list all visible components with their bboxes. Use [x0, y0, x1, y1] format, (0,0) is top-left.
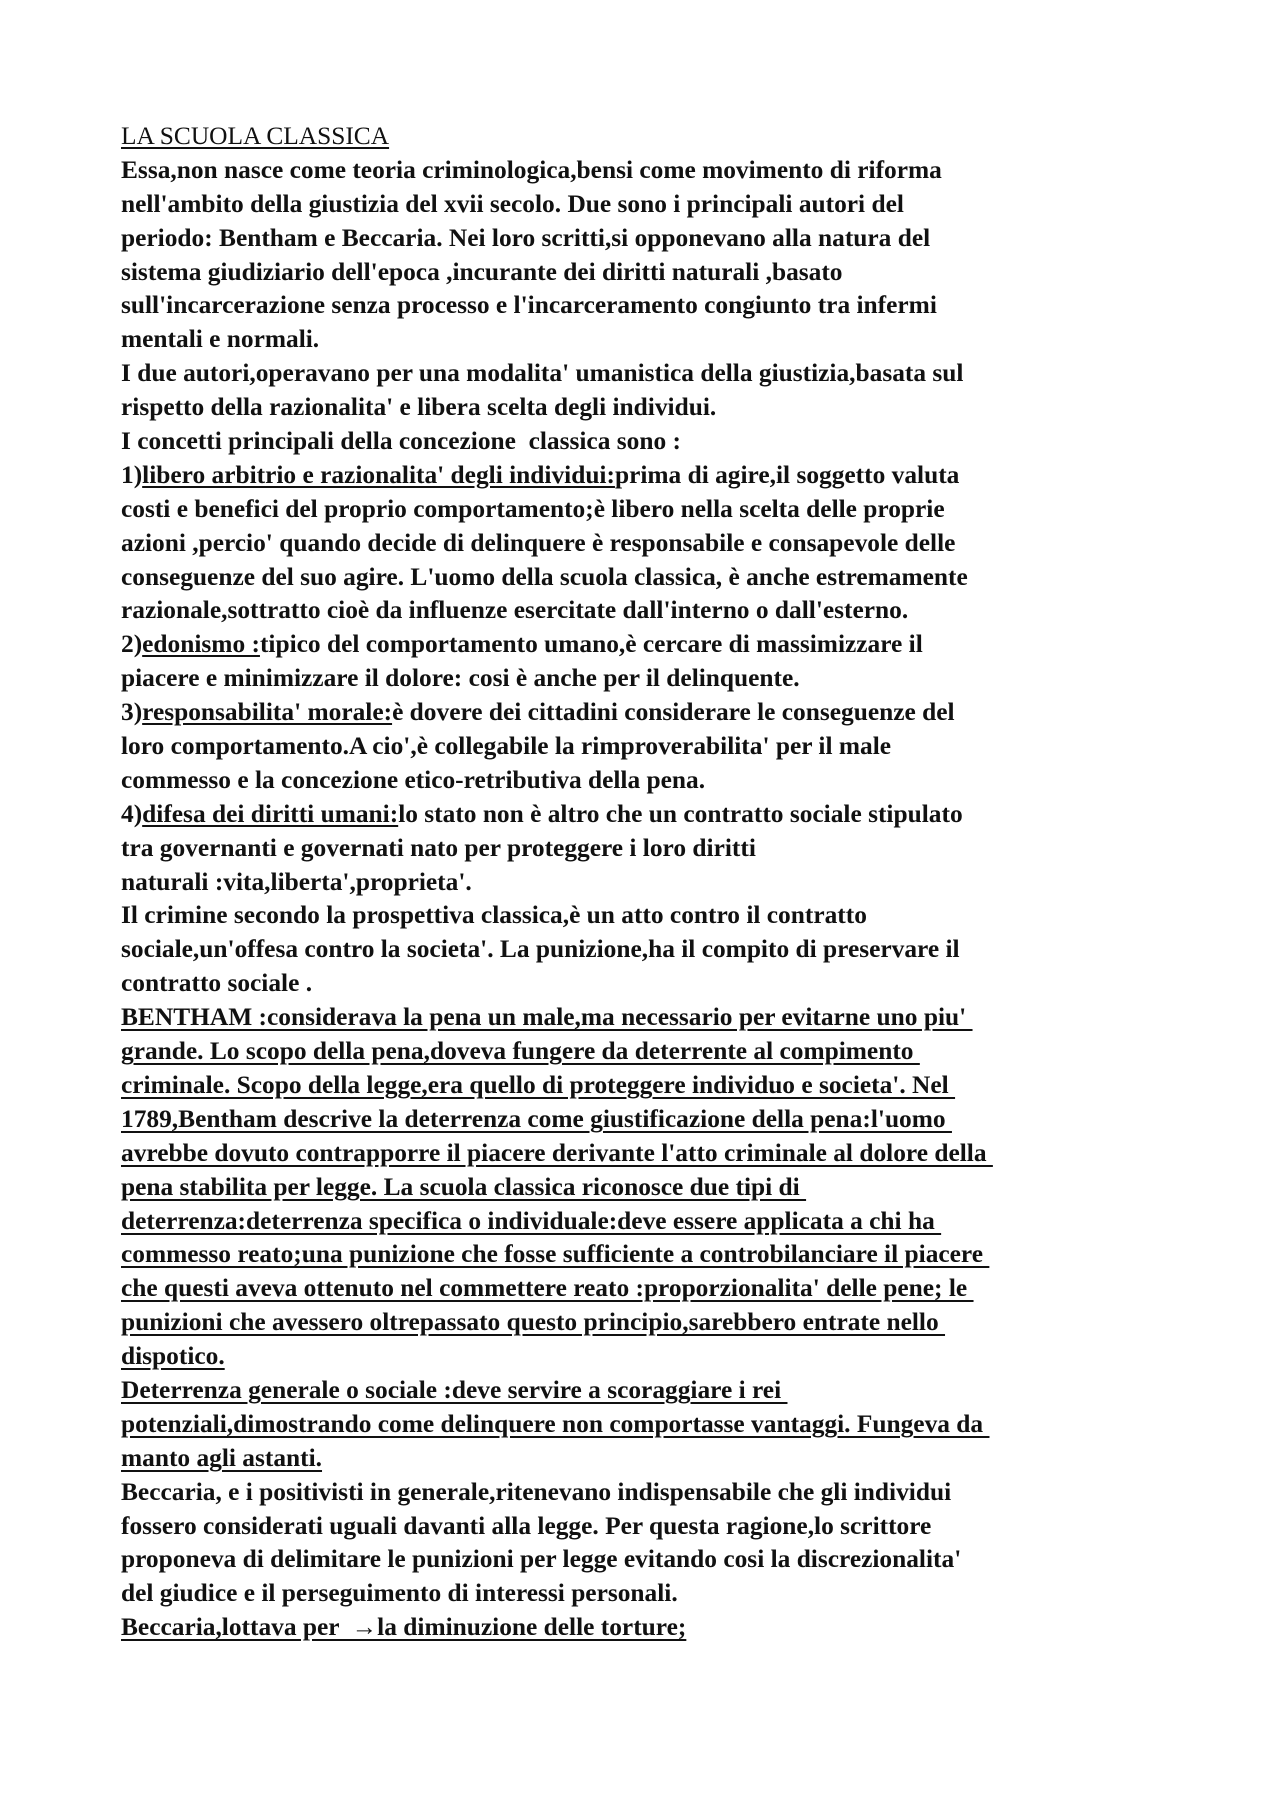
intro-line: I concetti principali della concezione classica sono : [121, 427, 681, 456]
concept-number: 3) [121, 698, 143, 727]
concept-text: lo stato non è altro che un contratto sociale stipulato [398, 799, 963, 828]
concept-4-line: tra governanti e governati nato per proteggere i loro diritti [121, 833, 756, 862]
concept-1-line: azioni ,percio' quando decide di delinquere è responsabile e consapevole delle [121, 528, 956, 557]
bentham-line: pena stabilita per legge. La scuola classica riconosce due tipi di [121, 1172, 807, 1201]
bentham-line: punizioni che avessero oltrepassato questo principio,sarebbero entrate nello [121, 1308, 946, 1337]
beccaria-line: fossero considerati uguali davanti alla legge. Per questa ragione,lo scrittore [121, 1511, 932, 1540]
intro-line: nell'ambito della giustizia del xvii secolo. Due sono i principali autori del [121, 189, 904, 218]
concept-1-line: costi e benefici del proprio comportamento;è libero nella scelta delle proprie [121, 494, 945, 523]
concept-4-line: naturali :vita,liberta',proprieta'. [121, 867, 472, 896]
concept-1-line: razionale,sottratto cioè da influenze esercitate dall'interno o dall'esterno. [121, 596, 909, 625]
intro-line: sistema giudiziario dell'epoca ,incurante dei diritti naturali ,basato [121, 257, 843, 286]
last-line: Beccaria,lottava per →la diminuzione delle torture; [121, 1613, 687, 1642]
beccaria-line: Beccaria, e i positivisti in generale,ritenevano indispensabile che gli individui [121, 1477, 952, 1506]
crime-line: Il crimine secondo la prospettiva classica,è un atto contro il contratto [121, 901, 867, 930]
crime-line: sociale,un'offesa contro la societa'. La punizione,ha il compito di preservare il [121, 935, 960, 964]
concept-2-heading [121, 628, 1181, 662]
concept-term: responsabilita' morale: [142, 698, 393, 727]
bentham-line: deterrenza:deterrenza specifica o individuale:deve essere applicata a chi ha [121, 1206, 942, 1235]
concept-3-heading [121, 696, 1181, 730]
intro-line: Essa,non nasce come teoria criminologica,bensi come movimento di riforma [121, 155, 942, 184]
intro-line: mentali e normali. [121, 325, 320, 354]
intro-line: rispetto della razionalita' e libera scelta degli individui. [121, 393, 717, 422]
concept-3-line: commesso e la concezione etico-retributiva della pena. [121, 765, 706, 794]
concept-1-line: conseguenze del suo agire. L'uomo della scuola classica, è anche estremamente [121, 562, 968, 591]
intro-line: I due autori,operavano per una modalita' umanistica della giustizia,basata sul [121, 359, 964, 388]
bentham-line: grande. Lo scopo della pena,doveva fungere da deterrente al compimento [121, 1037, 920, 1066]
concept-4-heading [121, 798, 1181, 832]
bentham-line: criminale. Scopo della legge,era quello di proteggere individuo e societa'. Nel [121, 1070, 956, 1099]
concept-text: prima di agire,il soggetto valuta [614, 460, 960, 489]
concept-3-line: loro comportamento.A cio',è collegabile la rimproverabilita' per il male [121, 732, 892, 761]
beccaria-line: proponeva di delimitare le punizioni per legge evitando cosi la discrezionalita' [121, 1545, 962, 1574]
concept-term: libero arbitrio e razionalita' degli individui: [142, 460, 615, 489]
bentham-line: BENTHAM :considerava la pena un male,ma necessario per evitarne uno piu' [121, 1003, 973, 1032]
bentham-line: Deterrenza generale o sociale :deve servire a scoraggiare i rei [121, 1375, 788, 1404]
bentham-line: dispotico. [121, 1342, 225, 1371]
concept-number: 4) [121, 799, 143, 828]
intro-line: periodo: Bentham e Beccaria. Nei loro scritti,si opponevano alla natura del [121, 223, 931, 252]
document-title: LA SCUOLA CLASSICA [121, 122, 390, 150]
concept-text: è dovere dei cittadini considerare le conseguenze del [392, 698, 955, 727]
crime-line: contratto sociale . [121, 969, 313, 998]
document-page [121, 120, 1181, 1645]
bentham-line: che questi aveva ottenuto nel commettere reato :proporzionalita' delle pene; le [121, 1274, 974, 1303]
bentham-line: commesso reato;una punizione che fosse sufficiente a controbilanciare il piacere [121, 1240, 990, 1269]
bentham-line: manto agli astanti. [121, 1443, 323, 1472]
concept-2-line: piacere e minimizzare il dolore: cosi è anche per il delinquente. [121, 664, 800, 693]
intro-line: sull'incarcerazione senza processo e l'incarceramento congiunto tra infermi [121, 291, 937, 320]
beccaria-line: del giudice e il perseguimento di interessi personali. [121, 1579, 678, 1608]
bentham-line: potenziali,dimostrando come delinquere non comportasse vantaggi. Fungeva da [121, 1409, 990, 1438]
concept-number: 1) [121, 460, 143, 489]
concept-1-heading [121, 459, 1181, 493]
concept-text: tipico del comportamento umano,è cercare di massimizzare il [259, 630, 923, 659]
bentham-line: 1789,Bentham descrive la deterrenza come giustificazione della pena:l'uomo [121, 1104, 952, 1133]
concept-term: edonismo : [142, 630, 260, 659]
bentham-line: avrebbe dovuto contrapporre il piacere derivante l'atto criminale al dolore della [121, 1138, 993, 1167]
concept-number: 2) [121, 630, 143, 659]
concept-term: difesa dei diritti umani: [142, 799, 399, 828]
